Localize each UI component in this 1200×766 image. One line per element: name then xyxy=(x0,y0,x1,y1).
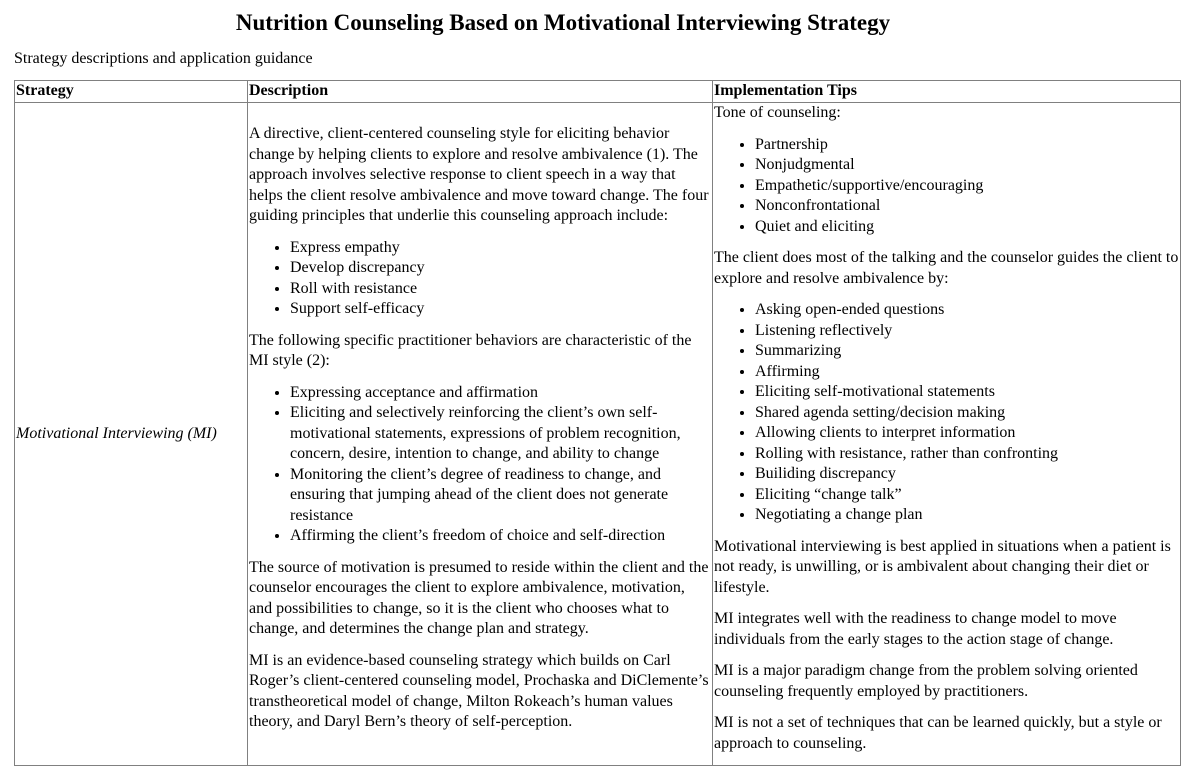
list-item: • Monitoring the client’s degree of readiness to change, and ensuring that jumping ahead of the client does not generate resistance xyxy=(290,465,711,527)
list-item: • Nonconfrontational xyxy=(755,196,1179,217)
table-header-row xyxy=(15,81,1181,103)
guide-intro: The client does most of the talking and the counselor guides the client to explore and resolve ambivalence by: xyxy=(714,249,1179,287)
header-strategy: Strategy xyxy=(15,81,248,103)
list-item: • Asking open-ended questions xyxy=(755,300,1179,321)
list-item: • Eliciting self-motivational statements xyxy=(755,382,1179,403)
list-item: • Rolling with resistance, rather than confronting xyxy=(755,444,1179,465)
list-item: • Shared agenda setting/decision making xyxy=(755,403,1179,424)
implementation-tips-cell xyxy=(713,103,1181,766)
list-item: • Roll with resistance xyxy=(290,279,711,300)
practitioner-behaviors-list xyxy=(249,383,711,547)
counselor-techniques-list xyxy=(714,300,1179,526)
paradigm-paragraph: MI is a major paradigm change from the problem solving oriented counseling frequently employed by practitioners. xyxy=(714,662,1138,700)
applied-paragraph: Motivational interviewing is best applied in situations when a patient is not ready, is unwilling, or is ambivalent about changing their diet or lifestyle. xyxy=(714,537,1171,596)
list-item: • Develop discrepancy xyxy=(290,258,711,279)
description-cell xyxy=(248,103,713,766)
list-item: • Empathetic/supportive/encouraging xyxy=(755,176,1179,197)
list-item: • Affirming xyxy=(755,362,1179,383)
list-item: • Expressing acceptance and affirmation xyxy=(290,383,711,404)
list-item: • Partnership xyxy=(755,135,1179,156)
page-title: Nutrition Counseling Based on Motivational Interviewing Strategy xyxy=(235,10,891,35)
list-item: • Affirming the client’s freedom of choice and self-direction xyxy=(290,526,711,547)
list-item: • Listening reflectively xyxy=(755,321,1179,342)
strategy-table xyxy=(14,80,1181,766)
table-caption: Strategy descriptions and application guidance xyxy=(14,50,313,67)
list-item: • Builiding discrepancy xyxy=(755,464,1179,485)
tone-list xyxy=(714,135,1179,238)
behaviors-intro: The following specific practitioner behaviors are characteristic of the MI style (2): xyxy=(249,331,692,369)
list-item: • Nonjudgmental xyxy=(755,155,1179,176)
header-description: Description xyxy=(248,81,713,103)
strategy-name-cell: Motivational Interviewing (MI) xyxy=(15,103,248,766)
header-implementation-tips: Implementation Tips xyxy=(713,81,1181,103)
tone-intro: Tone of counseling: xyxy=(714,104,841,121)
evidence-paragraph: MI is an evidence-based counseling strategy which builds on Carl Roger’s client-centered counseling model, Prochaska and DiClemente’s transtheoretical model of change, Milton Rokeach’s human values theory, and Daryl Bern’s theory of self-perception. xyxy=(249,651,709,730)
list-item: • Eliciting and selectively reinforcing the client’s own self-motivational statements, expressions of problem recognition, concern, desire, intention to change, and ability to change xyxy=(290,403,711,465)
readiness-paragraph: MI integrates well with the readiness to change model to move individuals from the early stages to the action stage of change. xyxy=(714,610,1117,648)
list-item: • Quiet and eliciting xyxy=(755,217,1179,238)
list-item: • Negotiating a change plan xyxy=(755,505,1179,526)
list-item: • Support self-efficacy xyxy=(290,299,711,320)
list-item: • Eliciting “change talk” xyxy=(755,485,1179,506)
description-intro: A directive, client-centered counseling style for eliciting behavior change by helping clients to explore and resolve ambivalence (1). The approach involves selective response to client speech in a way that helps the client resolve ambivalence and move toward change. The four guiding principles that underlie this counseling approach include: xyxy=(249,125,709,224)
style-paragraph: MI is not a set of techniques that can be learned quickly, but a style or approach to counseling. xyxy=(714,714,1162,752)
motivation-paragraph: The source of motivation is presumed to reside within the client and the counselor encourages the client to explore ambivalence, motivation, and possibilities to change, so it is the client who chooses what to change, and determines the change plan and strategy. xyxy=(249,558,709,637)
list-item: • Summarizing xyxy=(755,341,1179,362)
list-item: • Allowing clients to interpret information xyxy=(755,423,1179,444)
list-item: • Express empathy xyxy=(290,238,711,259)
table-row xyxy=(15,103,1181,766)
guiding-principles-list xyxy=(249,238,711,320)
